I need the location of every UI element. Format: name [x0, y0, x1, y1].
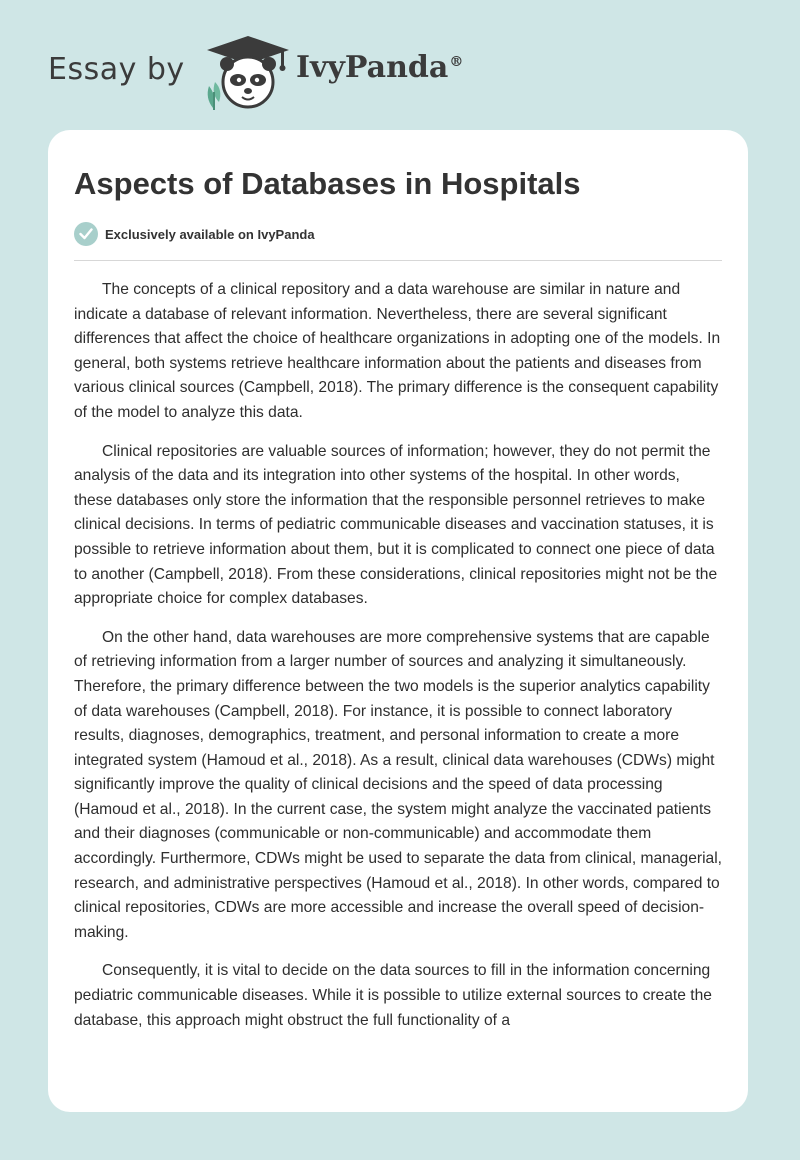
- essay-body: [74, 278, 722, 1047]
- panda-graduate-icon[interactable]: [203, 34, 293, 112]
- exclusive-badge: [74, 222, 315, 246]
- essay-by-label: Essay by: [48, 52, 185, 87]
- exclusive-badge-label: Exclusively available on IvyPanda: [105, 226, 315, 242]
- brand-name-text: IvyPanda: [296, 50, 449, 85]
- essay-card: [48, 130, 748, 1112]
- page-title: Aspects of Databases in Hospitals: [74, 166, 581, 201]
- brand-name[interactable]: [296, 50, 463, 85]
- paragraph: On the other hand, data warehouses are more comprehensive systems that are capable of retrieving information from a larger number of sources and analyzing it simultaneously. Therefore, the primary difference between the two models is the superior analytics capability of data warehouses (Campbell, 2018). For instance, it is possible to connect laboratory results, diagnoses, demographics, treatment, and personal information to create a more integrated system (Hamoud et al., 2018). As a result, clinical data warehouses (CDWs) might significantly improve the quality of clinical decisions and the speed of data processing (Hamoud et al., 2018). In the current case, the system might analyze the vaccinated patients and their diagnoses (communicable or non-communicable) and accommodate them accordingly. Furthermore, CDWs might be used to separate the data from clinical, managerial, research, and administrative perspectives (Hamoud et al., 2018). In other words, compared to clinical repositories, CDWs are more accessible and increase the overall speed of decision-making.: [74, 628, 723, 941]
- check-icon: [74, 222, 98, 246]
- paragraph: The concepts of a clinical repository and a data warehouse are similar in nature and indicate a database of relevant information. Nevertheless, there are several significant differences that affect the choice of healthcare organizations in adopting one of the models. In general, both systems retrieve healthcare information about the patients and diseases from various clinical sources (Campbell, 2018). The primary difference is the consequent capability of the model to analyze this data.: [74, 281, 721, 421]
- registered-mark: ®: [449, 54, 464, 70]
- paragraph: Clinical repositories are valuable sources of information; however, they do not permit the analysis of the data and its integration into other systems of the hospital. In other words, these databases only store the information that the responsible personnel retrieves to make clinical decisions. In terms of pediatric communicable diseases and vaccination statuses, it is possible to retrieve information about them, but it is complicated to connect one piece of data to another (Campbell, 2018). From these considerations, clinical repositories might not be the appropriate choice for complex databases.: [74, 442, 718, 608]
- paragraph: Consequently, it is vital to decide on the data sources to fill in the information concerning pediatric communicable diseases. While it is possible to utilize external sources to create the database, this approach might obstruct the full functionality of a: [74, 962, 712, 1029]
- title-divider: [74, 260, 722, 261]
- site-header: [48, 34, 488, 114]
